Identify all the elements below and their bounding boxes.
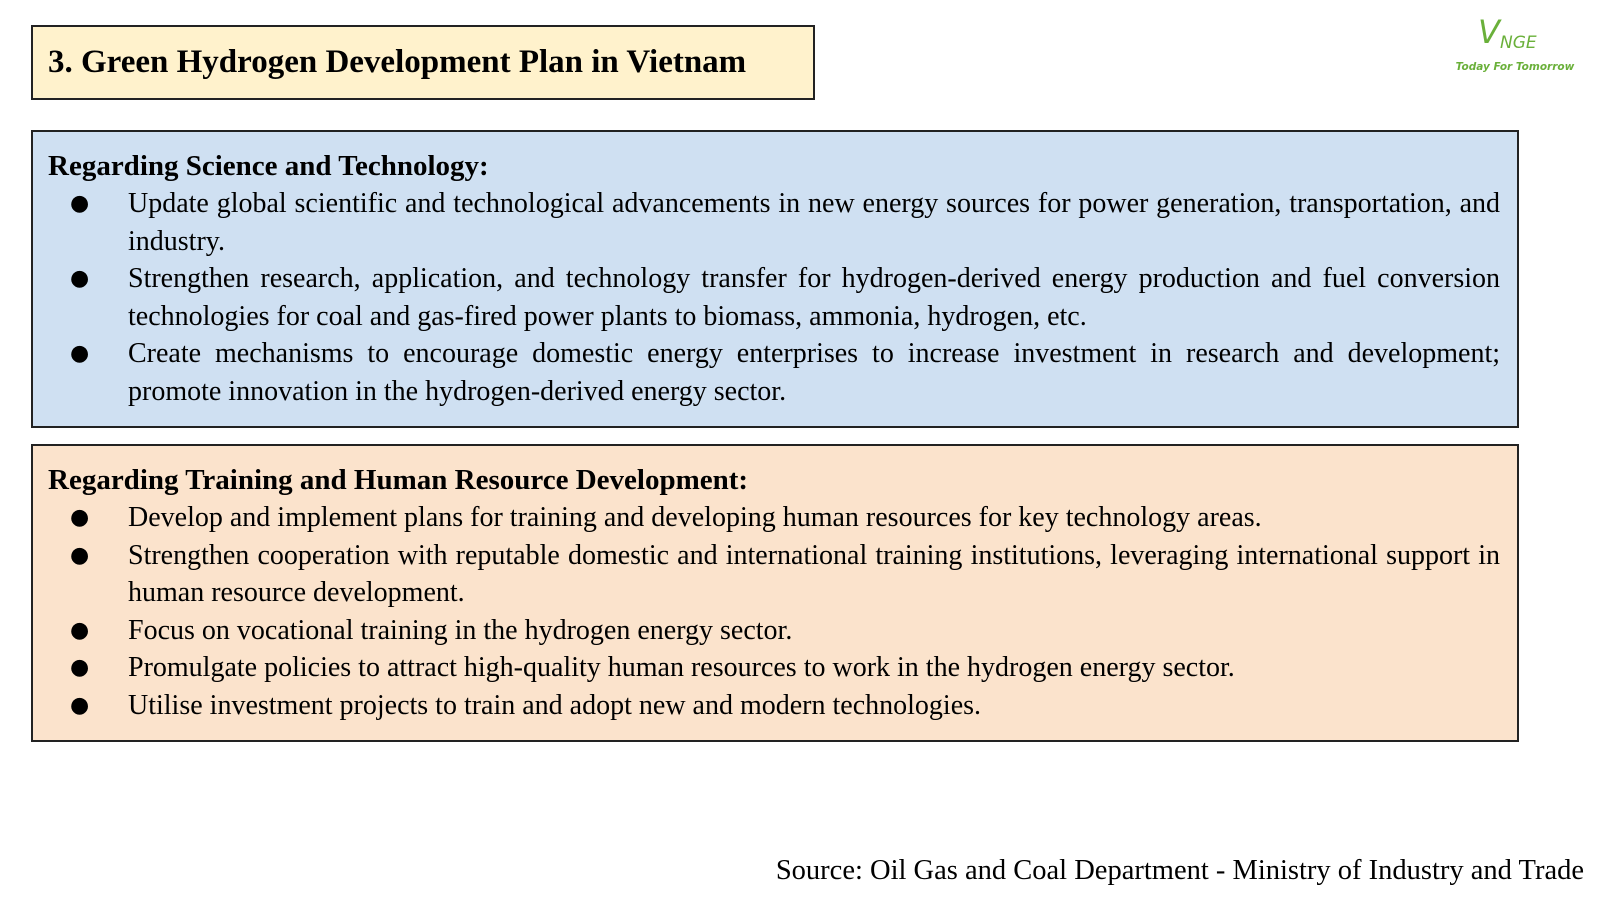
list-item (48, 612, 1500, 650)
page-title: 3. Green Hydrogen Development Plan in Vietnam (48, 44, 747, 80)
science-technology-panel (31, 130, 1519, 428)
list-item-text: Utilise investment projects to train and adopt new and modern technologies. (128, 689, 982, 721)
bullet-icon: ● (70, 266, 90, 291)
bullet-icon: ● (70, 655, 90, 680)
list-item-text: Focus on vocational training in the hydrogen energy sector. (128, 614, 793, 646)
bullet-icon: ● (70, 617, 90, 643)
list-item (48, 499, 1500, 537)
bullet-list (48, 185, 1500, 410)
bullet-list (48, 499, 1500, 724)
bullet-icon: ● (70, 505, 90, 530)
logo-mark (1450, 14, 1580, 54)
source-caption: Source: Oil Gas and Coal Department - Ministry of Industry and Trade (775, 855, 1584, 886)
list-item-text: Develop and implement plans for training and developing human resources for key technology areas. (128, 502, 1262, 533)
list-item (48, 649, 1500, 687)
list-item (48, 687, 1500, 725)
section-heading: Regarding Science and Technology: (48, 150, 489, 182)
list-item-text: Strengthen cooperation with reputable domestic and international training institutions, leveraging international support in human resource development. (128, 539, 1500, 608)
list-item (48, 185, 1500, 260)
list-item (48, 537, 1500, 612)
bullet-icon: ● (70, 542, 90, 568)
list-item-text: Promulgate policies to attract high-quality human resources to work in the hydrogen energy sector. (128, 652, 1235, 683)
logo-tagline: Today For Tomorrow (1455, 61, 1575, 73)
bullet-icon: ● (70, 341, 90, 366)
list-item (48, 335, 1500, 410)
logo-v: V (1478, 13, 1500, 51)
list-item-text: Update global scientific and technological advancements in new energy sources for power generation, transportation, and industry. (128, 188, 1500, 257)
section-heading: Regarding Training and Human Resource Development: (48, 464, 749, 496)
list-item (48, 260, 1500, 335)
bullet-icon: ● (70, 692, 90, 718)
logo-wordmark: NGE (1500, 33, 1537, 53)
vnge-logo (1450, 14, 1580, 84)
list-item-text: Create mechanisms to encourage domestic energy enterprises to increase investment in research and development; promote innovation in the hydrogen-derived energy sector. (128, 338, 1500, 407)
list-item-text: Strengthen research, application, and technology transfer for hydrogen-derived energy production and fuel conversion technologies for coal and gas-fired power plants to biomass, ammonia, hydrogen, etc. (128, 263, 1500, 332)
title-box (31, 25, 815, 100)
bullet-icon: ● (70, 191, 90, 216)
training-hr-panel (31, 444, 1519, 742)
